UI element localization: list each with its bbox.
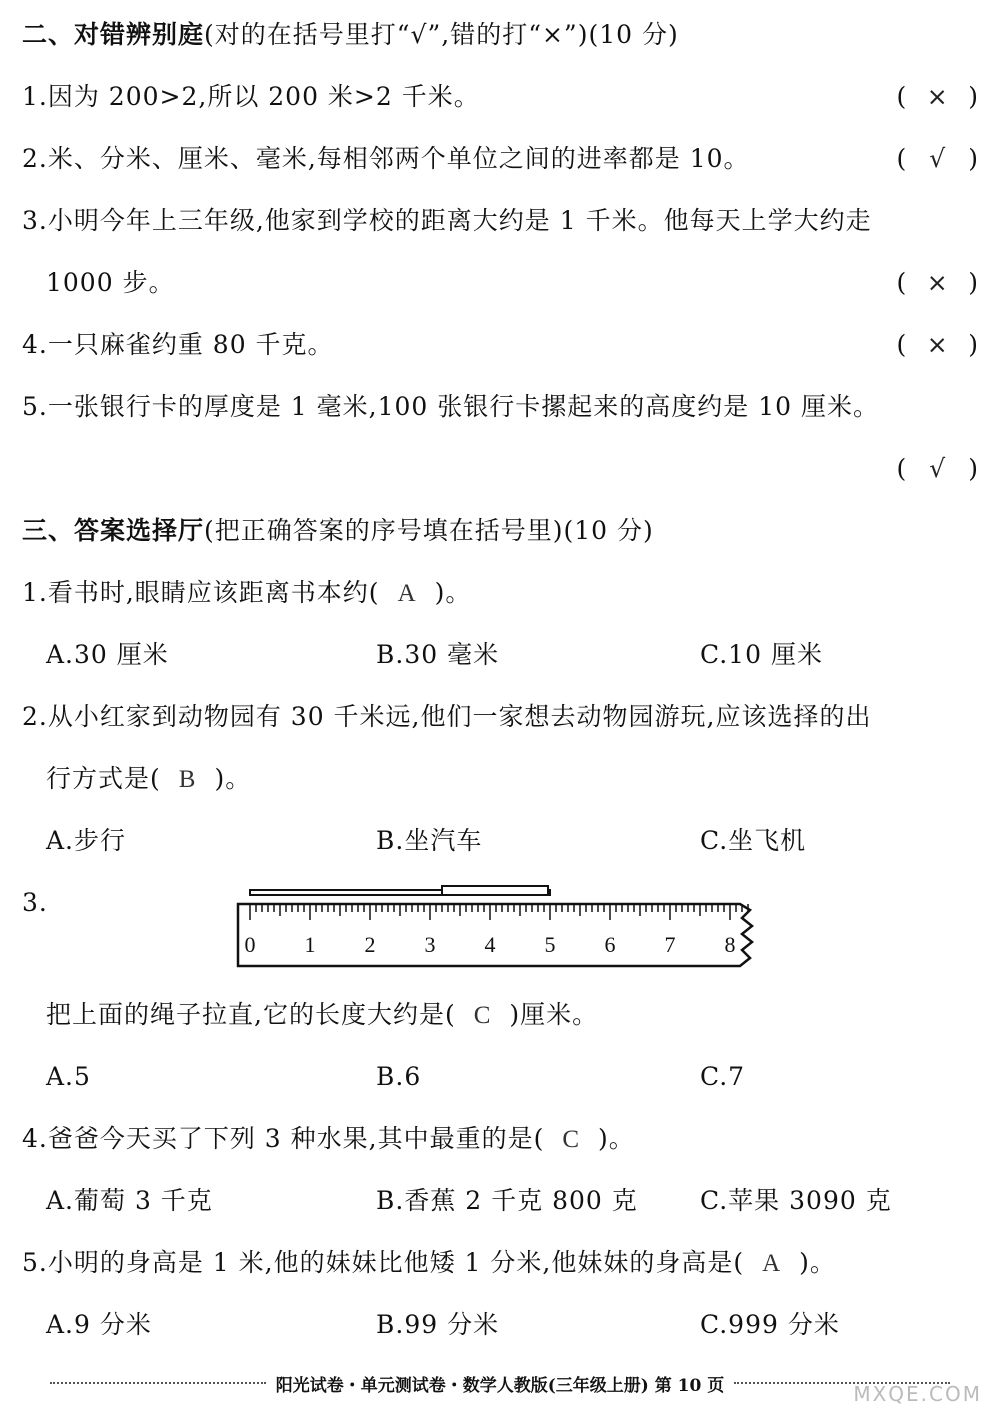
ruler-label: 5 xyxy=(544,932,556,957)
q4-option-a: A.葡萄 3 千克 xyxy=(46,1186,213,1215)
q2-stem: 行方式是( xyxy=(46,764,161,793)
ruler-label: 6 xyxy=(604,932,616,957)
judge-answer-2: ( √ ) xyxy=(896,142,978,176)
judge-item-5: 5.一张银行卡的厚度是 1 毫米,100 张银行卡摞起来的高度约是 10 厘米。 xyxy=(22,392,879,421)
section3-note: (把正确答案的序号填在括号里)(10 分) xyxy=(204,516,654,545)
ruler-label: 2 xyxy=(364,932,376,957)
q3-number: 3. xyxy=(22,888,48,917)
choice-q1 xyxy=(22,576,471,611)
judge-item-3: 3.小明今年上三年级,他家到学校的距离大约是 1 千米。他每天上学大约走 xyxy=(22,206,872,235)
judge-item-2: 2.米、分米、厘米、毫米,每相邻两个单位之间的进率都是 10。 xyxy=(22,144,750,173)
watermark: MXQE.COM xyxy=(853,1382,982,1406)
section2-note: (对的在括号里打“√”,错的打“×”)(10 分) xyxy=(204,20,679,49)
judge-answer-5: ( √ ) xyxy=(896,452,978,486)
judge-answer-4: ( × ) xyxy=(896,328,978,362)
judge-mark-3: × xyxy=(926,268,948,297)
q4-stem-end: )。 xyxy=(598,1124,635,1153)
ruler-label: 0 xyxy=(244,932,256,957)
judge-answer-1: ( × ) xyxy=(896,80,978,114)
choice-q4 xyxy=(22,1122,635,1157)
q2-option-a: A.步行 xyxy=(46,826,127,855)
q3-option-a: A.5 xyxy=(46,1062,91,1091)
q3-answer: C xyxy=(473,1002,492,1029)
q5-option-b: B.99 分米 xyxy=(376,1310,500,1339)
judge-answer-3: ( × ) xyxy=(896,266,978,300)
q3-option-c: C.7 xyxy=(700,1062,746,1091)
q4-option-c: C.苹果 3090 克 xyxy=(700,1186,892,1215)
ruler-label: 8 xyxy=(724,932,736,957)
page-footer xyxy=(40,1368,960,1398)
q4-answer: C xyxy=(562,1126,581,1153)
judge-item-4: 4.一只麻雀约重 80 千克。 xyxy=(22,330,334,359)
q1-answer: A xyxy=(397,580,417,607)
choice-q2: 2.从小红家到动物园有 30 千米远,他们一家想去动物园游玩,应该选择的出 xyxy=(22,702,872,731)
judge-item-3-cont: 1000 步。 xyxy=(46,268,175,297)
q5-stem-end: )。 xyxy=(799,1248,836,1277)
q3-option-b: B.6 xyxy=(376,1062,422,1091)
ruler-label: 7 xyxy=(664,932,676,957)
judge-mark-5: √ xyxy=(929,454,946,483)
choice-q5 xyxy=(22,1246,836,1281)
footer-dots-left xyxy=(50,1382,266,1384)
q2-option-b: B.坐汽车 xyxy=(376,826,483,855)
q1-option-b: B.30 毫米 xyxy=(376,640,500,669)
choice-q2-cont xyxy=(46,762,251,797)
q1-option-a: A.30 厘米 xyxy=(46,640,169,669)
section2-heading xyxy=(22,18,679,52)
q5-answer: A xyxy=(762,1250,782,1277)
judge-mark-4: × xyxy=(926,330,948,359)
q1-option-c: C.10 厘米 xyxy=(700,640,823,669)
q5-option-c: C.999 分米 xyxy=(700,1310,840,1339)
choice-q3 xyxy=(46,998,598,1033)
judge-item-1: 1.因为 200>2,所以 200 米>2 千米。 xyxy=(22,82,480,111)
q5-stem: 5.小明的身高是 1 米,他的妹妹比他矮 1 分米,他妹妹的身高是( xyxy=(22,1248,745,1277)
q3-stem-end: )厘米。 xyxy=(509,1000,599,1029)
q4-stem: 4.爸爸今天买了下列 3 种水果,其中最重的是( xyxy=(22,1124,545,1153)
section3-heading xyxy=(22,514,654,548)
section2-title: 二、对错辨别庭 xyxy=(22,20,205,49)
judge-mark-1: × xyxy=(926,82,948,111)
q2-answer: B xyxy=(178,766,197,793)
judge-mark-2: √ xyxy=(929,144,946,173)
q2-stem-end: )。 xyxy=(214,764,252,793)
ruler-label: 4 xyxy=(484,932,496,957)
ruler-label: 1 xyxy=(304,932,316,957)
section3-title: 三、答案选择厅 xyxy=(22,516,205,545)
ruler-label: 3 xyxy=(424,932,436,957)
q1-stem: 1.看书时,眼睛应该距离书本约( xyxy=(22,578,380,607)
rope-loop xyxy=(442,886,548,895)
ruler-figure xyxy=(230,880,770,972)
q5-option-a: A.9 分米 xyxy=(46,1310,152,1339)
q4-option-b: B.香蕉 2 千克 800 克 xyxy=(376,1186,638,1215)
q3-stem: 把上面的绳子拉直,它的长度大约是( xyxy=(46,1000,456,1029)
footer-text: 阳光试卷・单元测试卷・数学人教版(三年级上册) 第 10 页 xyxy=(275,1375,725,1396)
q1-stem-end: )。 xyxy=(434,578,472,607)
q2-option-c: C.坐飞机 xyxy=(700,826,807,855)
